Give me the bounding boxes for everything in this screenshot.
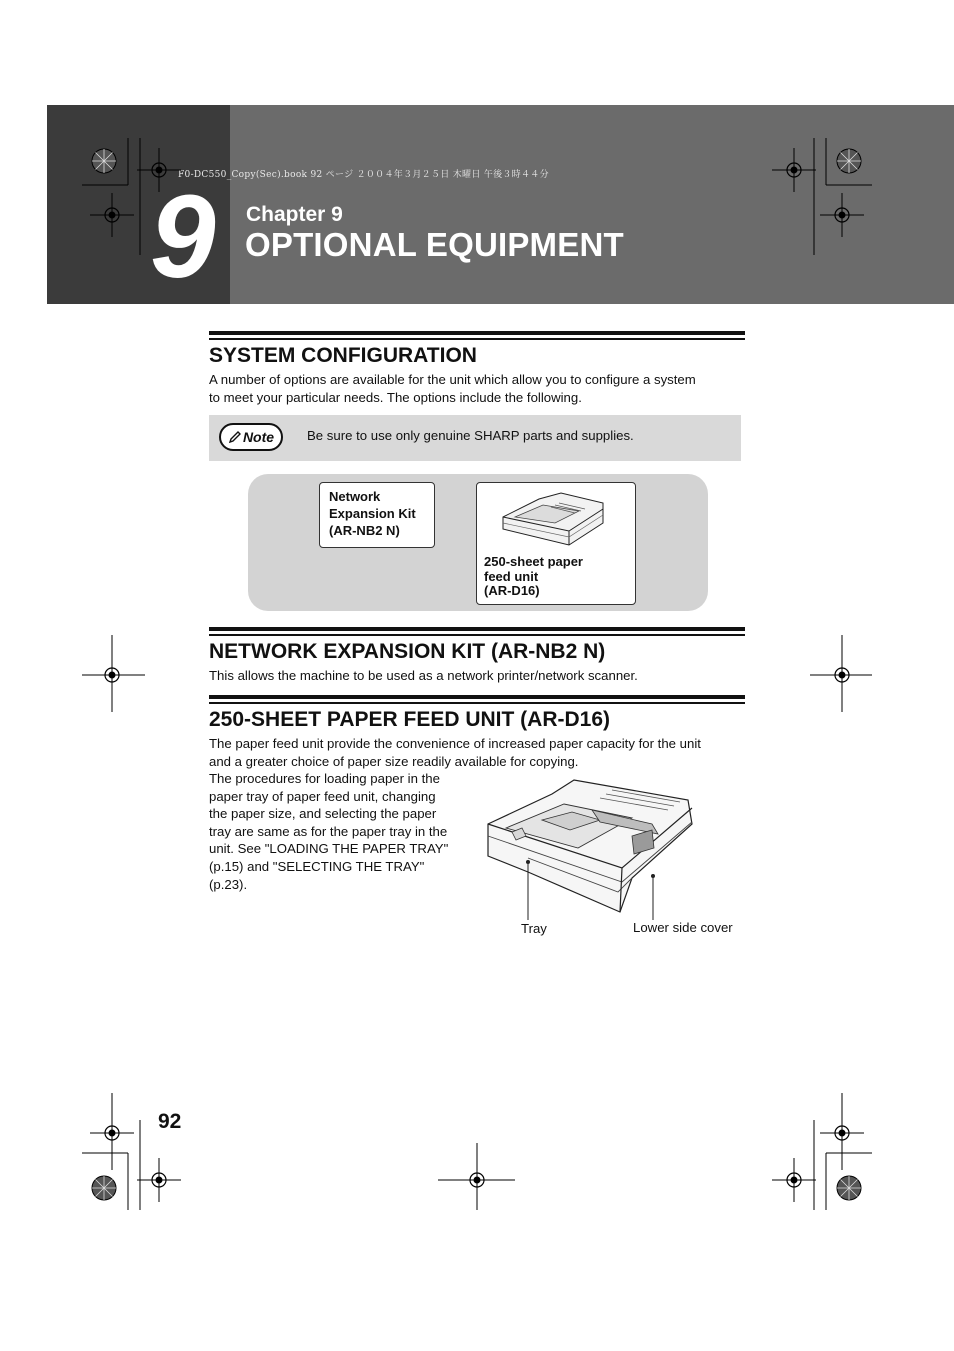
section-rule-thick xyxy=(209,627,745,631)
section-rule-thick xyxy=(209,695,745,699)
network-kit-text: This allows the machine to be used as a network printer/network scanner. xyxy=(209,668,638,683)
procedure-line: (p.23). xyxy=(209,876,248,892)
procedure-line: paper tray of paper feed unit, changing xyxy=(209,788,436,804)
lower-side-cover-label: Lower side cover xyxy=(633,920,733,935)
pencil-icon xyxy=(228,430,242,444)
section-rule-thin xyxy=(209,634,745,636)
paper-feed-procedure xyxy=(209,770,479,893)
section-rule-thick xyxy=(209,331,745,335)
system-configuration-heading: SYSTEM CONFIGURATION xyxy=(209,344,477,367)
label-line: (AR-D16) xyxy=(484,583,540,598)
label-line: feed unit xyxy=(484,568,539,584)
label-line: 250-sheet paper xyxy=(484,554,583,569)
paper-feed-intro xyxy=(209,735,749,770)
chapter-label: Chapter 9 xyxy=(246,203,343,226)
note-text: Be sure to use only genuine SHARP parts and supplies. xyxy=(307,428,634,443)
intro-line: and a greater choice of paper size readily available for copying. xyxy=(209,753,579,769)
feed-unit-label xyxy=(484,555,583,599)
procedure-line: tray are same as for the paper tray in the xyxy=(209,823,448,839)
section-rule-thin xyxy=(209,338,745,340)
paper-feed-heading: 250-SHEET PAPER FEED UNIT (AR-D16) xyxy=(209,708,611,731)
procedure-line: The procedures for loading paper in the xyxy=(209,771,440,786)
label-line: (AR-NB2 N) xyxy=(329,523,400,538)
note-badge-label: Note xyxy=(242,429,275,445)
network-kit-box xyxy=(319,482,435,548)
note-badge xyxy=(219,423,283,451)
label-line: Network xyxy=(329,489,381,504)
label-line: Expansion Kit xyxy=(329,506,416,521)
page-number: 92 xyxy=(158,1110,182,1133)
paper-feed-unit-illustration xyxy=(482,772,698,920)
feed-unit-box xyxy=(476,482,636,605)
print-slug-line: F0-DC550_Copy(Sec).book 92 ページ ２００４年３月２５日 木曜日 午後３時４４分 xyxy=(178,170,549,180)
procedure-line: the paper size, and selecting the paper xyxy=(209,806,437,822)
system-configuration-intro xyxy=(209,371,749,406)
network-kit-label xyxy=(320,483,434,539)
chapter-number: 9 xyxy=(150,171,216,303)
intro-line: The paper feed unit provide the convenience of increased paper capacity for the unit xyxy=(209,736,701,751)
tray-label: Tray xyxy=(521,921,547,936)
procedure-line: (p.15) and "SELECTING THE TRAY" xyxy=(209,858,425,874)
network-kit-heading: NETWORK EXPANSION KIT (AR-NB2 N) xyxy=(209,640,606,663)
intro-line: A number of options are available for the unit which allow you to configure a system xyxy=(209,372,696,387)
intro-line: to meet your particular needs. The options include the following. xyxy=(209,389,582,405)
chapter-title: OPTIONAL EQUIPMENT xyxy=(245,226,624,263)
section-rule-thin xyxy=(209,702,745,704)
procedure-line: unit. See "LOADING THE PAPER TRAY" xyxy=(209,841,449,857)
feed-unit-thumbnail-image xyxy=(499,487,611,553)
